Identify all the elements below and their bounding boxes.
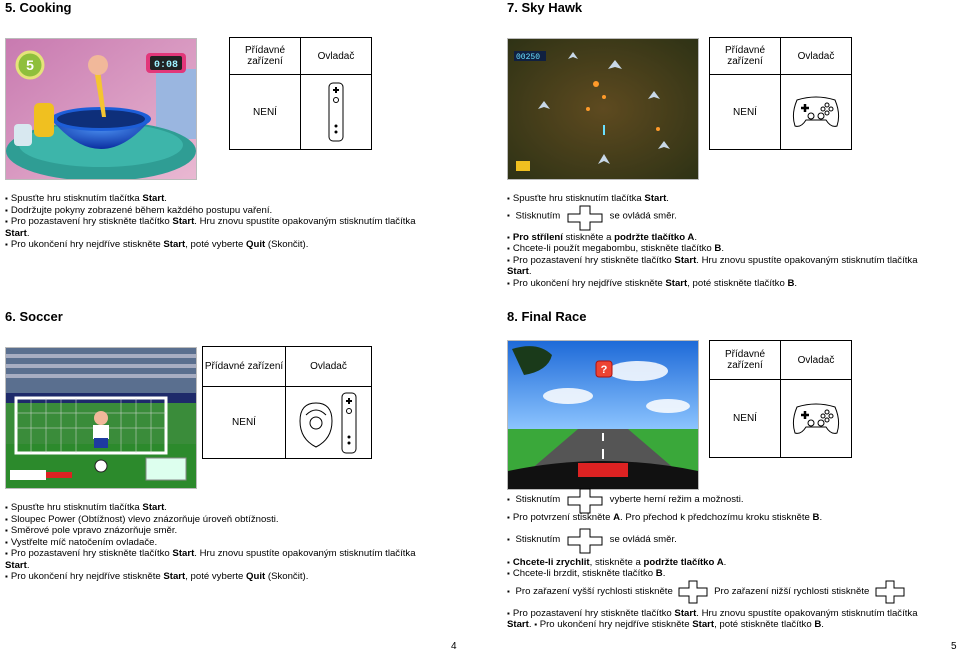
list-item: ▪ Stisknutím se ovládá směr. [507, 528, 957, 552]
list-item: ▪ Stisknutím se ovládá směr. [507, 205, 957, 227]
skyhawk-instructions [507, 193, 957, 289]
list-item: Start. ▪ Pro ukončení hry nejdříve stiskněte Start, poté stiskněte tlačítko B. [507, 619, 824, 630]
table-header-controller: Ovladač [781, 38, 852, 75]
list-item: Start. [5, 227, 30, 239]
list-item: Start. [5, 559, 30, 571]
table-header-device: Přídavné zařízení [710, 341, 781, 380]
list-item: ▪ Pro ukončení hry nejdříve stiskněte Start, poté vyberte Quit (Skončit). [5, 571, 416, 583]
finalrace-controller-table [709, 340, 852, 458]
table-cell-none: NENÍ [710, 75, 781, 150]
table-header-device: Přídavné zařízení [203, 347, 286, 387]
list-item: ▪ Pro pozastavení hry stiskněte tlačítko Start. Hru znovu spustíte opakovaným stisknutím tlačítka [5, 216, 416, 228]
list-item: ▪ Spusťte hru stisknutím tlačítka Start. [5, 502, 416, 514]
table-header-controller: Ovladač [301, 38, 372, 75]
table-header-controller: Ovladač [286, 347, 372, 387]
svg-text:5: 5 [26, 57, 34, 73]
list-item: ▪ Vystřelte míč natočením ovladače. [5, 537, 416, 549]
list-item: ▪ Stisknutím vyberte herní režim a možnosti. [507, 488, 957, 512]
list-item: ▪ Pro zařazení vyšší rychlosti stiskněte Pro zařazení nižší rychlosti stiskněte [507, 580, 957, 604]
dpad-icon [875, 580, 905, 602]
cooking-timer: 0:08 [153, 60, 179, 71]
list-item: ▪ Pro ukončení hry nejdříve stiskněte Start, poté vyberte Quit (Skončit). [5, 239, 416, 251]
section-title-finalrace: 8. Final Race [507, 309, 587, 324]
list-item: ▪ Směrové pole vpravo znázorňuje směr. [5, 525, 416, 537]
skyhawk-score: 00250 [516, 53, 541, 62]
list-item: ▪ Pro pozastavení hry stiskněte tlačítko Start. Hru znovu spustíte opakovaným stisknutím tlačítka [507, 255, 957, 267]
list-item: ▪ Spusťte hru stisknutím tlačítka Start. [5, 193, 416, 205]
list-item: ▪ Pro pozastavení hry stiskněte tlačítko Start. Hru znovu spustíte opakovaným stisknutím tlačítka [507, 608, 957, 620]
dpad-icon [678, 580, 708, 602]
svg-text:?: ? [600, 364, 608, 376]
list-item: ▪ Chcete-li zrychlit, stiskněte a podržte tlačítko A. [507, 557, 957, 569]
dpad-icon [567, 205, 603, 227]
section-title-cooking: 5. Cooking [5, 0, 72, 15]
classic-controller-icon [781, 75, 852, 150]
list-item: ▪ Dodržujte pokyny zobrazené během každého postupu vaření. [5, 205, 416, 217]
skyhawk-controller-table [709, 37, 852, 150]
cooking-controller-table [229, 37, 372, 150]
finalrace-game-screenshot [507, 340, 699, 490]
soccer-game-screenshot [5, 347, 197, 489]
list-item: ▪ Pro potvrzení stiskněte A. Pro přechod k předchozímu kroku stiskněte B. [507, 512, 957, 524]
soccer-instructions [5, 502, 416, 583]
skyhawk-game-screenshot [507, 38, 699, 180]
list-item: ▪ Sloupec Power (Obtížnost) vlevo znázorňuje úroveň obtížnosti. [5, 514, 416, 526]
dpad-icon [567, 488, 603, 510]
list-item: ▪ Chcete-li brzdit, stiskněte tlačítko B. [507, 568, 957, 580]
section-title-skyhawk: 7. Sky Hawk [507, 0, 583, 15]
section-title-soccer: 6. Soccer [5, 309, 63, 324]
list-item: Start. [507, 266, 532, 277]
list-item: ▪ Chcete-li použít megabombu, stiskněte tlačítko B. [507, 243, 957, 255]
page-number-right: 5 [951, 641, 957, 652]
table-header-device: Přídavné zařízení [710, 38, 781, 75]
list-item: ▪ Pro střílení stiskněte a podržte tlačítko A. [507, 232, 957, 244]
table-header-device: Přídavné zařízení [230, 38, 301, 75]
list-item: ▪ Pro pozastavení hry stiskněte tlačítko Start. Hru znovu spustíte opakovaným stisknutím tlačítka [5, 548, 416, 560]
nunchuk-and-wii-remote-icon [286, 387, 372, 459]
table-cell-none: NENÍ [203, 387, 286, 459]
list-item: ▪ Spusťte hru stisknutím tlačítka Start. [507, 193, 957, 205]
wii-remote-icon [301, 75, 372, 150]
classic-controller-icon [781, 380, 852, 458]
table-cell-none: NENÍ [230, 75, 301, 150]
soccer-controller-table [202, 346, 372, 459]
finalrace-instructions [507, 488, 957, 631]
cooking-instructions [5, 193, 416, 251]
cooking-game-screenshot [5, 38, 197, 180]
table-cell-none: NENÍ [710, 380, 781, 458]
dpad-icon [567, 528, 603, 550]
table-header-controller: Ovladač [781, 341, 852, 380]
list-item: ▪ Pro ukončení hry nejdříve stiskněte Start, poté stiskněte tlačítko B. [507, 278, 957, 290]
page-number-left: 4 [451, 641, 457, 652]
